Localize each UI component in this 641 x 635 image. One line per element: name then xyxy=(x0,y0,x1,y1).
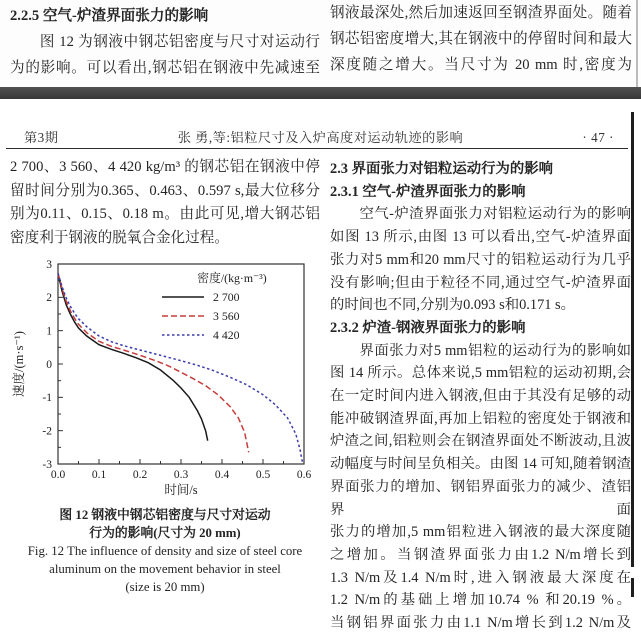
running-header xyxy=(24,127,614,146)
x-tick-label: 0.0 xyxy=(50,469,66,482)
text-line: 没有影响;但由于粒径不同,通过空气-炉渣界面 xyxy=(330,274,631,291)
text-line: 在一定时间内进入钢液,但由于其没有足够的动 xyxy=(330,388,631,405)
curve-density-2700 xyxy=(58,274,208,441)
page1-right-column xyxy=(330,0,632,78)
x-tick-label: 0.4 xyxy=(214,469,230,482)
text-line: 当钢铝界面张力由1.1 N/m增长到1.2 N/m及 xyxy=(330,615,631,632)
x-tick-label: 0.1 xyxy=(91,469,107,482)
header-page-number: · 47 · xyxy=(582,130,614,145)
page1-left-column xyxy=(10,3,320,81)
legend-label: 2 700 xyxy=(213,290,240,305)
header-rule xyxy=(6,148,628,149)
text-line: 留时间分别为0.365、0.463、0.597 s,最大位移分 xyxy=(10,182,320,199)
text-line: 空气-炉渣界面张力对铝粒运动行为的影响 xyxy=(359,206,631,223)
page2-edge-line xyxy=(631,578,634,597)
text-line: 深度随之增大。当尺寸为 20 mm 时,密度为 xyxy=(330,57,632,73)
text-line: 1.2 N/m的基础上增加10.74 % 和20.19 %。 xyxy=(330,592,631,609)
figure-12 xyxy=(10,254,320,504)
text-line: 为的影响。可以看出,钢芯铝在钢液中先减速至 xyxy=(10,60,320,76)
figure-12-caption xyxy=(10,506,320,596)
figure-12-chart xyxy=(10,254,322,504)
curve-density-4420 xyxy=(58,274,303,465)
y-axis-label: 速度/(m·s⁻¹) xyxy=(12,331,26,398)
x-tick-label: 0.6 xyxy=(296,469,312,482)
y-tick-label: 2 xyxy=(46,292,52,305)
y-tick-label: 0 xyxy=(46,359,52,372)
page2-right-column xyxy=(330,158,631,635)
page1-edge-line xyxy=(636,0,638,87)
text-line: 2 700、3 560、4 420 kg/m³ 的钢芯铝在钢液中停 xyxy=(10,159,320,175)
y-tick-label: -2 xyxy=(42,425,52,438)
text-line: 别为0.11、0.15、0.18 m。由此可见,增大钢芯铝 xyxy=(10,206,320,223)
text-line: 图 12 为钢液中钢芯铝密度与尺寸对运动行 xyxy=(39,34,320,50)
page2-edge-line xyxy=(631,112,634,567)
text-line: 能冲破钢渣界面,再加上铝粒的密度处于钢液和 xyxy=(330,410,631,427)
caption-cn-line: 行为的影响(尺寸为 20 mm) xyxy=(89,526,241,541)
text-line: 如图 13 所示,由图 13 可以看出,空气-炉渣界面 xyxy=(330,229,631,246)
heading-2-3-1: 2.3.1 空气-炉渣界面张力的影响 xyxy=(330,183,526,200)
text-line: 动幅度与时间呈负相关。由图 14 可知,随着钢渣 xyxy=(330,456,631,473)
text-line: 1.3 N/m及1.4 N/m时,进入钢液最大深度在 xyxy=(330,569,631,586)
page-2 xyxy=(0,99,641,632)
x-tick-label: 0.3 xyxy=(173,469,189,482)
y-tick-label: 1 xyxy=(46,325,52,338)
legend-label: 4 420 xyxy=(213,328,240,343)
page-1-fragment xyxy=(0,0,641,87)
text-line: 张力对5 mm和20 mm尺寸的铝粒运动行为几乎 xyxy=(330,251,631,268)
x-tick-label: 0.5 xyxy=(255,469,271,482)
text-line: 密度利于钢液的脱氧合金化过程。 xyxy=(10,229,229,246)
header-title: 张 勇,等:铝粒尺寸及入炉高度对运动轨迹的影响 xyxy=(177,130,464,145)
y-tick-label: -1 xyxy=(42,392,52,405)
heading-2-2-5: 2.2.5 空气-炉渣界面张力的影响 xyxy=(10,8,209,24)
caption-cn-line: 图 12 钢液中钢芯铝密度与尺寸对运动 xyxy=(59,508,271,523)
text-line: 图 14 所示。总体来说,5 mm铝粒的运动初期,会 xyxy=(330,365,631,382)
x-axis-label: 时间/s xyxy=(164,483,198,498)
y-tick-label: 3 xyxy=(46,259,52,272)
page2-left-column xyxy=(10,156,320,596)
caption-en-line: (size is 20 mm) xyxy=(125,580,205,595)
text-line: 之增加。当钢渣界面张力由1.2 N/m增长到 xyxy=(330,546,631,563)
heading-2-3-2: 2.3.2 炉渣-钢液界面张力的影响 xyxy=(330,319,526,336)
legend-title: 密度/(kg·m⁻³) xyxy=(197,271,267,286)
caption-en-line: aluminum on the movement behavior in steel xyxy=(49,562,281,577)
text-line: 张力的增加,5 mm铝粒进入钢液的最大深度随 xyxy=(330,524,631,541)
text-line: 炉渣之间,铝粒则会在钢渣界面处不断波动,且波 xyxy=(330,433,631,450)
text-line: 钢芯铝密度增大,其在钢液中的停留时间和最大 xyxy=(330,31,632,47)
x-tick-label: 0.2 xyxy=(132,469,148,482)
text-line: 钢液最深处,然后加速返回至钢渣界面处。随着 xyxy=(330,5,632,21)
legend-label: 3 560 xyxy=(213,309,240,324)
y-tick-label: -3 xyxy=(42,459,52,472)
header-issue: 第3期 xyxy=(24,130,59,145)
page-separator-band xyxy=(0,87,641,99)
caption-en-line: Fig. 12 The influence of density and size of steel core xyxy=(27,544,303,559)
text-line: 的时间也不同,分别为0.093 s和0.171 s。 xyxy=(330,297,576,314)
text-line: 界面张力的增加、钢铝界面张力的减少、渣铝界面 xyxy=(330,478,631,518)
heading-2-3: 2.3 界面张力对铝粒运动行为的影响 xyxy=(330,161,554,177)
plot-frame xyxy=(58,264,304,464)
text-line: 界面张力对5 mm铝粒的运动行为的影响如 xyxy=(359,342,631,359)
